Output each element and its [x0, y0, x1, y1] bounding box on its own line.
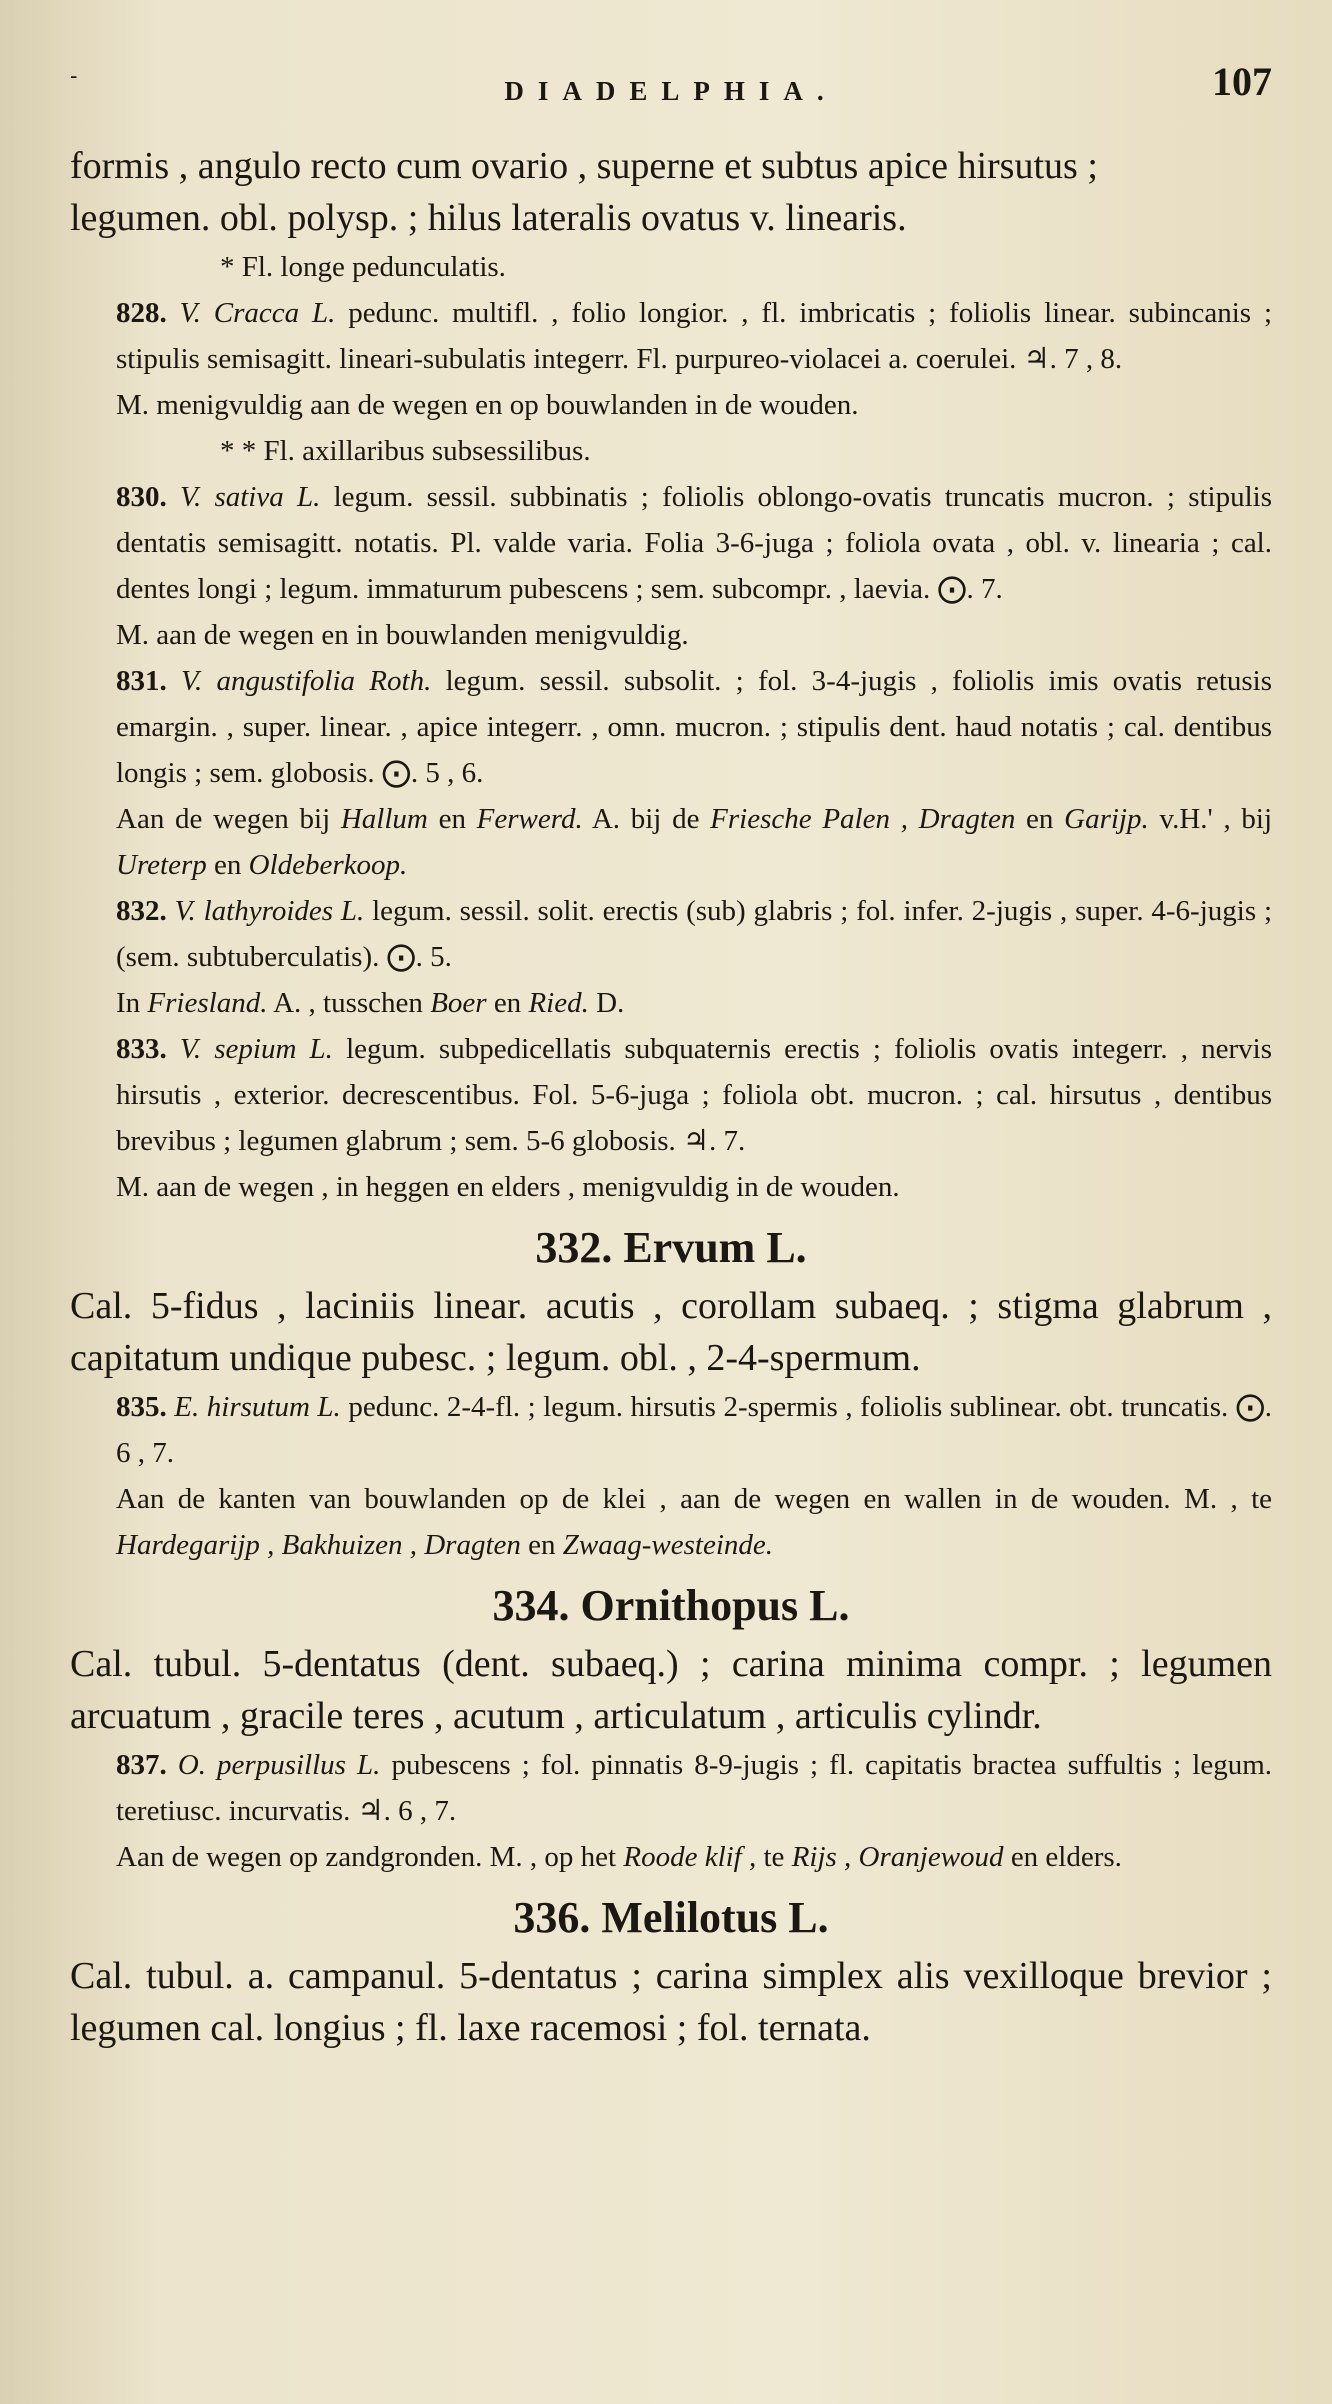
running-title: DIADELPHIA. [504, 76, 838, 106]
page-header [70, 52, 1272, 112]
subgroup-heading: * * Fl. axillaribus subsessilibus. [220, 435, 591, 467]
genus-description: Cal. 5-fidus , laciniis linear. acutis , corollam subaeq. ; stigma glabrum , capitatum undique pubesc. ; legum. obl. , 2-4-spermum. [70, 1285, 1272, 1379]
genus-description: Cal. tubul. 5-dentatus (dent. subaeq.) ; carina minima compr. ; legumen arcuatum , gracile teres , acutum , articulatum , articulis cylindr. [70, 1643, 1272, 1737]
species-locality: M. menigvuldig aan de wegen en op bouwlanden in de wouden. [116, 389, 859, 421]
species-entry-830: 830. V. sativa L. legum. sessil. subbinatis ; foliolis oblongo-ovatis truncatis mucron. ; stipulis dentatis semisagitt. notatis. Pl. valde varia. Folia 3-6-juga ; foliola ovata , obl. v. linearia ; cal. dentes longi ; legum. immaturum pubescens ; sem. subcompr. , laevia. ⨀. 7. M. aan de wegen en in bouwlanden menigvuldig. [70, 474, 1272, 658]
species-entry-832: 832. V. lathyroides L. legum. sessil. solit. erectis (sub) glabris ; fol. infer. 2-jugis , super. 4-6-jugis ; (sem. subtuberculatis). ⨀. 5. In Friesland. A. , tusschen Boer en Ried. D. [70, 888, 1272, 1026]
species-diagnosis: pedunc. multifl. , folio longior. , fl. imbricatis ; foliolis linear. subincanis ; stipulis semisagitt. lineari-subulatis integerr. Fl. purpureo-violacei a. coerulei. ♃. 7 , 8. [116, 297, 1273, 375]
species-entry-831: 831. V. angustifolia Roth. legum. sessil. subsolit. ; fol. 3-4-jugis , foliolis imis ovatis retusis emargin. , super. linear. , apice integerr. , omn. mucron. ; stipulis dent. haud notatis ; cal. dentibus longis ; sem. globosis. ⨀. 5 , 6. Aan de wegen bij Hallum en Ferwerd. A. bij de Friesche Palen , Dragten en Garijp. v.H.' , bij Ureterp en Oldeberkoop. [70, 658, 1272, 888]
header-mark: - [70, 64, 78, 89]
species-diagnosis: legum. sessil. subsolit. ; fol. 3-4-jugis , foliolis imis ovatis retusis emargin. , super. linear. , apice integerr. , omn. mucron. ; stipulis dent. haud notatis ; cal. dentibus longis ; sem. globosis. ⨀. 5 , 6. [116, 665, 1272, 789]
species-entry-835: 835. E. hirsutum L. pedunc. 2-4-fl. ; legum. hirsutis 2-spermis , foliolis sublinear. obt. truncatis. ⨀. 6 , 7. Aan de kanten van bouwlanden op de klei , aan de wegen en wallen in de wouden. M. , te Hardegarijp , Bakhuizen , Dragten en Zwaag-westeinde. [70, 1384, 1272, 1568]
page-body [70, 140, 1272, 2054]
species-entry-833: 833. V. sepium L. legum. subpedicellatis subquaternis erectis ; foliolis ovatis integerr. , nervis hirsutis , exterior. decrescentibus. Fol. 5-6-juga ; foliola obt. mucron. ; cal. hirsutus , dentibus brevibus ; legumen glabrum ; sem. 5-6 globosis. ♃. 7. M. aan de wegen , in heggen en elders , menigvuldig in de wouden. [70, 1026, 1272, 1210]
species-name: V. Cracca L. [179, 297, 336, 329]
species-name: O. perpusillus L. [177, 1749, 381, 1781]
subgroup-heading: * Fl. longe pedunculatis. [220, 251, 506, 283]
species-locality: In Friesland. A. , tusschen Boer en Ried. D. [116, 987, 625, 1019]
species-locality: M. aan de wegen en in bouwlanden menigvuldig. [116, 619, 689, 651]
genus-heading-ervum: 332. Ervum L. [535, 1223, 807, 1272]
species-diagnosis: pedunc. 2-4-fl. ; legum. hirsutis 2-spermis , foliolis sublinear. obt. truncatis. ⨀. 6 , 7. [116, 1391, 1273, 1469]
species-locality: M. aan de wegen , in heggen en elders , menigvuldig in de wouden. [116, 1171, 900, 1203]
species-name: V. sepium L. [179, 1033, 333, 1065]
genus-description: Cal. tubul. a. campanul. 5-dentatus ; carina simplex alis vexilloque brevior ; legumen cal. longius ; fl. laxe racemosi ; fol. ternata. [70, 1955, 1272, 2049]
species-diagnosis: legum. subpedicellatis subquaternis erectis ; foliolis ovatis integerr. , nervis hirsutis , exterior. decrescentibus. Fol. 5-6-juga ; foliola obt. mucron. ; cal. hirsutus , dentibus brevibus ; legumen glabrum ; sem. 5-6 globosis. ♃. 7. [116, 1033, 1273, 1157]
genus-heading-melilotus: 336. Melilotus L. [513, 1893, 829, 1942]
species-name: V. angustifolia Roth. [181, 665, 432, 697]
species-locality: Aan de kanten van bouwlanden op de klei , aan de wegen en wallen in de wouden. M. , te Hardegarijp , Bakhuizen , Dragten en Zwaag-westeinde. [116, 1483, 1272, 1561]
page-number: 107 [1212, 59, 1272, 104]
species-locality: Aan de wegen bij Hallum en Ferwerd. A. bij de Friesche Palen , Dragten en Garijp. v.H.' , bij Ureterp en Oldeberkoop. [116, 803, 1273, 881]
genus-heading-ornithopus: 334. Ornithopus L. [492, 1581, 850, 1630]
species-diagnosis: legum. sessil. solit. erectis (sub) glabris ; fol. infer. 2-jugis , super. 4-6-jugis ; (sem. subtuberculatis). ⨀. 5. [116, 895, 1273, 973]
species-name: V. lathyroides L. [174, 895, 365, 927]
species-entry-828: 828. V. Cracca L. pedunc. multifl. , folio longior. , fl. imbricatis ; foliolis linear. subincanis ; stipulis semisagitt. lineari-subulatis integerr. Fl. purpureo-violacei a. coerulei. ♃. 7 , 8. M. menigvuldig aan de wegen en op bouwlanden in de wouden. [70, 290, 1272, 428]
species-name: V. sativa L. [180, 481, 321, 513]
species-name: E. hirsutum L. [174, 1391, 341, 1423]
species-locality: Aan de wegen op zandgronden. M. , op het Roode klif , te Rijs , Oranjewoud en elders. [116, 1841, 1122, 1873]
species-diagnosis: pubescens ; fol. pinnatis 8-9-jugis ; fl. capitatis bractea suffultis ; legum. teretiusc. incurvatis. ♃. 6 , 7. [116, 1749, 1273, 1827]
genus-description-continued: formis , angulo recto cum ovario , superne et subtus apice hirsutus ; legumen. obl. polysp. ; hilus lateralis ovatus v. linearis. [70, 145, 1098, 239]
species-entry-837: 837. O. perpusillus L. pubescens ; fol. pinnatis 8-9-jugis ; fl. capitatis bractea suffultis ; legum. teretiusc. incurvatis. ♃. 6 , 7. Aan de wegen op zandgronden. M. , op het Roode klif , te Rijs , Oranjewoud en elders. [70, 1742, 1272, 1880]
species-diagnosis: legum. sessil. subbinatis ; foliolis oblongo-ovatis truncatis mucron. ; stipulis dentatis semisagitt. notatis. Pl. valde varia. Folia 3-6-juga ; foliola ovata , obl. v. linearia ; cal. dentes longi ; legum. immaturum pubescens ; sem. subcompr. , laevia. ⨀. 7. [116, 481, 1272, 605]
